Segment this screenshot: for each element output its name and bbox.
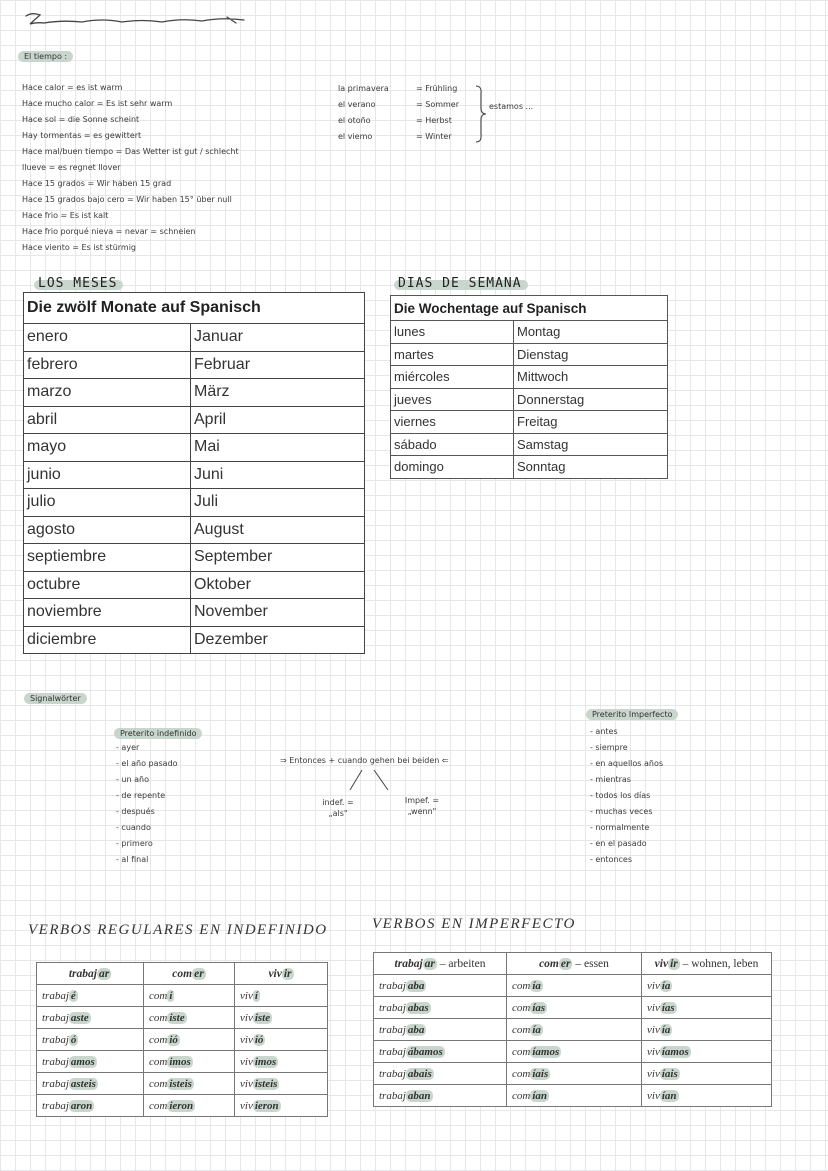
day-es: lunes bbox=[391, 321, 514, 344]
verb-stem: trabaj bbox=[379, 979, 406, 992]
day-de: Dienstag bbox=[514, 343, 668, 366]
month-es: octubre bbox=[24, 571, 191, 599]
verb-cell bbox=[374, 1019, 507, 1041]
month-de: Juni bbox=[191, 461, 365, 489]
verb-ending: er bbox=[560, 957, 571, 970]
verb-stem: viv bbox=[240, 1055, 253, 1068]
verb-ending: ías bbox=[532, 1001, 546, 1014]
list-item: - entonces bbox=[590, 855, 633, 864]
list-item: - en el pasado bbox=[590, 839, 647, 848]
table-row bbox=[24, 461, 365, 489]
verb-stem: com bbox=[149, 1099, 168, 1112]
verb-ending: ía bbox=[661, 1023, 671, 1036]
season-es: la primavera bbox=[338, 84, 389, 93]
verb-stem: com bbox=[149, 1033, 168, 1046]
table-row bbox=[391, 366, 668, 389]
month-es: septiembre bbox=[24, 544, 191, 572]
verb-cell bbox=[235, 985, 328, 1007]
season-de: = Herbst bbox=[416, 116, 452, 125]
weather-line: Hace mucho calor = Es ist sehr warm bbox=[22, 99, 173, 108]
table-row bbox=[374, 1041, 772, 1063]
branch-lines bbox=[340, 768, 400, 794]
verb-header bbox=[507, 953, 642, 975]
list-item: - después bbox=[116, 807, 155, 816]
table-row bbox=[24, 516, 365, 544]
month-es: junio bbox=[24, 461, 191, 489]
table-row bbox=[391, 388, 668, 411]
verb-cell bbox=[37, 1073, 144, 1095]
list-item: - el año pasado bbox=[116, 759, 178, 768]
verb-stem: viv bbox=[647, 1023, 660, 1036]
verb-cell bbox=[37, 1029, 144, 1051]
days-label-text: DIAS DE SEMANA bbox=[398, 276, 522, 291]
verb-stem: trabaj bbox=[68, 967, 97, 980]
indef-title: Preterito indefinido bbox=[114, 728, 202, 739]
days-table bbox=[390, 295, 668, 479]
verb-stem: viv bbox=[647, 1045, 660, 1058]
verb-cell bbox=[235, 1051, 328, 1073]
verb-stem: com bbox=[512, 979, 531, 992]
table-row bbox=[24, 379, 365, 407]
table-row bbox=[37, 1073, 328, 1095]
verb-stem: com bbox=[512, 1001, 531, 1014]
verb-ending: íamos bbox=[661, 1045, 689, 1058]
verb-ending: ían bbox=[661, 1089, 677, 1102]
seasons-note: estamos ... bbox=[489, 102, 534, 111]
list-item: - al final bbox=[116, 855, 149, 864]
imperf-note: Impef. = „wenn" bbox=[404, 796, 440, 817]
table-row bbox=[24, 626, 365, 654]
indefinido-table bbox=[36, 962, 328, 1117]
month-es: abril bbox=[24, 406, 191, 434]
verb-header bbox=[374, 953, 507, 975]
verb-ending: ir bbox=[283, 967, 292, 980]
season-es: el viemo bbox=[338, 132, 373, 141]
table-row bbox=[374, 975, 772, 997]
verb-cell bbox=[235, 1073, 328, 1095]
list-item: - todos los días bbox=[590, 791, 651, 800]
verb-ending: aron bbox=[70, 1099, 93, 1112]
indef-note: indef. = „als" bbox=[322, 798, 354, 819]
verb-cell bbox=[235, 1029, 328, 1051]
season-de: = Winter bbox=[416, 132, 452, 141]
table-row bbox=[391, 433, 668, 456]
month-de: September bbox=[191, 544, 365, 572]
verb-stem: viv bbox=[647, 1089, 660, 1102]
verb-cell bbox=[642, 997, 772, 1019]
list-item: - primero bbox=[116, 839, 153, 848]
verb-stem: viv bbox=[654, 957, 669, 970]
verb-cell bbox=[507, 1063, 642, 1085]
table-row bbox=[24, 544, 365, 572]
month-es: julio bbox=[24, 489, 191, 517]
table-row bbox=[24, 489, 365, 517]
verb-ending: isteis bbox=[169, 1077, 192, 1090]
verb-ending: ar bbox=[424, 957, 435, 970]
verb-ending: íais bbox=[661, 1067, 678, 1080]
verb-ending: aban bbox=[407, 1089, 431, 1102]
month-de: April bbox=[191, 406, 365, 434]
verb-header bbox=[642, 953, 772, 975]
verb-cell bbox=[37, 1095, 144, 1117]
curly-brace-icon bbox=[474, 84, 488, 144]
verb-cell bbox=[235, 1095, 328, 1117]
verb-stem: trabaj bbox=[379, 1045, 406, 1058]
weather-line: Hay tormentas = es gewittert bbox=[22, 131, 142, 140]
verb-header bbox=[144, 963, 235, 985]
table-row bbox=[391, 321, 668, 344]
verb-ending: aba bbox=[407, 1023, 425, 1036]
verb-cell bbox=[144, 1095, 235, 1117]
month-de: November bbox=[191, 599, 365, 627]
months-table bbox=[23, 292, 365, 654]
verb-cell bbox=[642, 975, 772, 997]
verb-ending: íamos bbox=[532, 1045, 560, 1058]
verb-stem: viv bbox=[240, 989, 253, 1002]
verb-cell bbox=[642, 1019, 772, 1041]
month-de: Februar bbox=[191, 351, 365, 379]
verb-header bbox=[37, 963, 144, 985]
weather-line: Hace sol = die Sonne scheint bbox=[22, 115, 140, 124]
table-row bbox=[374, 1019, 772, 1041]
list-item: - un año bbox=[116, 775, 149, 784]
verb-ending: iste bbox=[169, 1011, 185, 1024]
verb-ending: iste bbox=[254, 1011, 271, 1024]
table-row bbox=[37, 985, 328, 1007]
month-de: Oktober bbox=[191, 571, 365, 599]
weather-line: Hace 15 grados bajo cero = Wir haben 15° über null bbox=[22, 195, 232, 204]
day-de: Samstag bbox=[514, 433, 668, 456]
verb-stem: trabaj bbox=[42, 1099, 69, 1112]
list-item: - siempre bbox=[590, 743, 628, 752]
signal-label: Signalwörter bbox=[24, 693, 87, 704]
month-es: noviembre bbox=[24, 599, 191, 627]
table-row bbox=[37, 1029, 328, 1051]
month-de: August bbox=[191, 516, 365, 544]
day-es: domingo bbox=[391, 456, 514, 479]
table-row bbox=[37, 1051, 328, 1073]
imperf-title: Preterito Imperfecto bbox=[586, 709, 678, 720]
verb-stem: trabaj bbox=[42, 989, 69, 1002]
month-es: agosto bbox=[24, 516, 191, 544]
table-row bbox=[374, 997, 772, 1019]
day-de: Mittwoch bbox=[514, 366, 668, 389]
verb-cell bbox=[374, 1063, 507, 1085]
season-de: = Frühling bbox=[416, 84, 458, 93]
month-es: marzo bbox=[24, 379, 191, 407]
verb-ending: aba bbox=[407, 979, 425, 992]
verb-stem: viv bbox=[647, 1067, 660, 1080]
verb-ending: ó bbox=[70, 1033, 77, 1046]
verb-stem: trabaj bbox=[42, 1055, 69, 1068]
months-label-text: LOS MESES bbox=[38, 276, 118, 291]
verb-cell bbox=[507, 1085, 642, 1107]
weather-line: Hace 15 grados = Wir haben 15 grad bbox=[22, 179, 172, 188]
imperfecto-table bbox=[373, 952, 772, 1107]
verb-stem: com bbox=[539, 957, 559, 970]
season-es: el verano bbox=[338, 100, 376, 109]
verb-gloss: – wohnen, leben bbox=[679, 957, 759, 970]
weather-line: Hace frio porqué nieva = nevar = schneien bbox=[22, 227, 196, 236]
list-item: - cuando bbox=[116, 823, 151, 832]
verb-cell bbox=[144, 1007, 235, 1029]
verb-stem: viv bbox=[647, 1001, 660, 1014]
days-label bbox=[398, 276, 522, 291]
verb-gloss: – essen bbox=[572, 957, 609, 970]
day-es: martes bbox=[391, 343, 514, 366]
verb-ending: ir bbox=[670, 957, 678, 970]
verb-stem: trabaj bbox=[379, 1067, 406, 1080]
verb-ending: imos bbox=[169, 1055, 191, 1068]
weather-line: Hace calor = es ist warm bbox=[22, 83, 123, 92]
verb-cell bbox=[144, 1073, 235, 1095]
season-es: el otoño bbox=[338, 116, 371, 125]
month-de: Juli bbox=[191, 489, 365, 517]
verb-ending: ía bbox=[532, 1023, 541, 1036]
day-de: Sonntag bbox=[514, 456, 668, 479]
season-de: = Sommer bbox=[416, 100, 460, 109]
verb-stem: com bbox=[172, 967, 193, 980]
verb-ending: imos bbox=[254, 1055, 277, 1068]
verb-stem: trabaj bbox=[42, 1011, 69, 1024]
table-row bbox=[374, 1085, 772, 1107]
day-de: Montag bbox=[514, 321, 668, 344]
verb-stem: com bbox=[512, 1089, 531, 1102]
verb-stem: com bbox=[149, 989, 168, 1002]
list-item: - antes bbox=[590, 727, 618, 736]
month-de: Dezember bbox=[191, 626, 365, 654]
month-es: enero bbox=[24, 324, 191, 352]
verb-ending: ió bbox=[169, 1033, 178, 1046]
verb-header bbox=[235, 963, 328, 985]
verb-stem: com bbox=[512, 1045, 531, 1058]
list-item: - mientras bbox=[590, 775, 631, 784]
verb-stem: viv bbox=[240, 1099, 253, 1112]
verb-cell bbox=[642, 1085, 772, 1107]
day-de: Freitag bbox=[514, 411, 668, 434]
day-es: jueves bbox=[391, 388, 514, 411]
months-label bbox=[38, 276, 117, 291]
verb-cell bbox=[507, 1041, 642, 1063]
verb-stem: com bbox=[149, 1077, 168, 1090]
list-item: - ayer bbox=[116, 743, 140, 752]
verb-cell bbox=[507, 1019, 642, 1041]
verb-cell bbox=[374, 1041, 507, 1063]
day-de: Donnerstag bbox=[514, 388, 668, 411]
day-es: miércoles bbox=[391, 366, 514, 389]
verb-stem: trabaj bbox=[379, 1001, 406, 1014]
verb-ending: er bbox=[194, 967, 204, 980]
verb-stem: viv bbox=[647, 979, 660, 992]
month-es: mayo bbox=[24, 434, 191, 462]
verb-ending: ía bbox=[661, 979, 671, 992]
verb-stem: viv bbox=[240, 1033, 253, 1046]
verb-cell bbox=[37, 1051, 144, 1073]
weather-line: llueve = es regnet llover bbox=[22, 163, 121, 172]
verb-ending: ieron bbox=[254, 1099, 279, 1112]
verb-stem: trabaj bbox=[379, 1089, 406, 1102]
weather-label: El tiempo : bbox=[18, 51, 73, 62]
table-row bbox=[24, 406, 365, 434]
verb-cell bbox=[235, 1007, 328, 1029]
month-es: febrero bbox=[24, 351, 191, 379]
signal-middle-note: ⇒ Entonces + cuando gehen bei beiden ⇐ bbox=[280, 756, 449, 765]
list-item: - de repente bbox=[116, 791, 166, 800]
verb-ending: ábamos bbox=[407, 1045, 443, 1058]
days-table-header: Die Wochentage auf Spanisch bbox=[391, 296, 668, 321]
table-row bbox=[391, 456, 668, 479]
verb-ending: íais bbox=[532, 1067, 549, 1080]
verb-ending: abas bbox=[407, 1001, 429, 1014]
verb-stem: com bbox=[149, 1055, 168, 1068]
weather-line: Hace viento = Es ist stürmig bbox=[22, 243, 137, 252]
verb-cell bbox=[144, 985, 235, 1007]
verb-ending: é bbox=[70, 989, 76, 1002]
verb-ending: ieron bbox=[169, 1099, 194, 1112]
list-item: - normalmente bbox=[590, 823, 650, 832]
verb-cell bbox=[374, 1085, 507, 1107]
verb-cell bbox=[507, 997, 642, 1019]
weather-line: Hace frio = Es ist kalt bbox=[22, 211, 109, 220]
table-row bbox=[24, 434, 365, 462]
verb-stem: viv bbox=[240, 1011, 253, 1024]
verb-stem: trabaj bbox=[42, 1033, 69, 1046]
imperfecto-title: VERBOS EN IMPERFECTO bbox=[372, 916, 576, 932]
table-row bbox=[37, 1095, 328, 1117]
table-row bbox=[24, 571, 365, 599]
verb-ending: isteis bbox=[254, 1077, 278, 1090]
verb-stem: trabaj bbox=[42, 1077, 69, 1090]
month-es: diciembre bbox=[24, 626, 191, 654]
verb-ending: amos bbox=[70, 1055, 95, 1068]
list-item: - en aquellos años bbox=[590, 759, 664, 768]
indefinido-title: VERBOS REGULARES EN INDEFINIDO bbox=[28, 922, 328, 938]
month-de: Januar bbox=[191, 324, 365, 352]
table-row bbox=[374, 1063, 772, 1085]
verb-stem: com bbox=[512, 1023, 531, 1036]
verb-cell bbox=[642, 1041, 772, 1063]
verb-cell bbox=[507, 975, 642, 997]
verb-ending: ías bbox=[661, 1001, 675, 1014]
verb-ending: asteis bbox=[70, 1077, 96, 1090]
verb-ending: ían bbox=[532, 1089, 548, 1102]
verb-ending: ar bbox=[98, 967, 110, 980]
verb-ending: abais bbox=[407, 1067, 432, 1080]
verb-stem: com bbox=[512, 1067, 531, 1080]
verb-cell bbox=[144, 1051, 235, 1073]
table-row bbox=[391, 343, 668, 366]
verb-ending: aste bbox=[70, 1011, 89, 1024]
table-row bbox=[37, 1007, 328, 1029]
verb-stem: viv bbox=[268, 967, 282, 980]
months-table-header: Die zwölf Monate auf Spanisch bbox=[24, 293, 365, 324]
table-row bbox=[391, 411, 668, 434]
verb-cell bbox=[374, 997, 507, 1019]
weather-line: Hace mal/buen tiempo = Das Wetter ist gut / schlecht bbox=[22, 147, 239, 156]
verb-cell bbox=[37, 985, 144, 1007]
verb-gloss: – arbeiten bbox=[436, 957, 486, 970]
verb-stem: trabaj bbox=[394, 957, 423, 970]
table-row bbox=[24, 351, 365, 379]
verb-stem: trabaj bbox=[379, 1023, 406, 1036]
table-row bbox=[24, 324, 365, 352]
list-item: - muchas veces bbox=[590, 807, 653, 816]
day-es: viernes bbox=[391, 411, 514, 434]
verb-cell bbox=[642, 1063, 772, 1085]
verb-cell bbox=[144, 1029, 235, 1051]
verb-ending: ía bbox=[532, 979, 541, 992]
month-de: Mai bbox=[191, 434, 365, 462]
day-es: sábado bbox=[391, 433, 514, 456]
table-row bbox=[24, 599, 365, 627]
verb-ending: ió bbox=[254, 1033, 264, 1046]
verb-ending: í bbox=[254, 989, 258, 1002]
verb-stem: viv bbox=[240, 1077, 253, 1090]
month-de: März bbox=[191, 379, 365, 407]
verb-stem: com bbox=[149, 1011, 168, 1024]
verb-cell bbox=[374, 975, 507, 997]
verb-ending: í bbox=[169, 989, 173, 1002]
header-scribble bbox=[22, 8, 252, 30]
verb-cell bbox=[37, 1007, 144, 1029]
